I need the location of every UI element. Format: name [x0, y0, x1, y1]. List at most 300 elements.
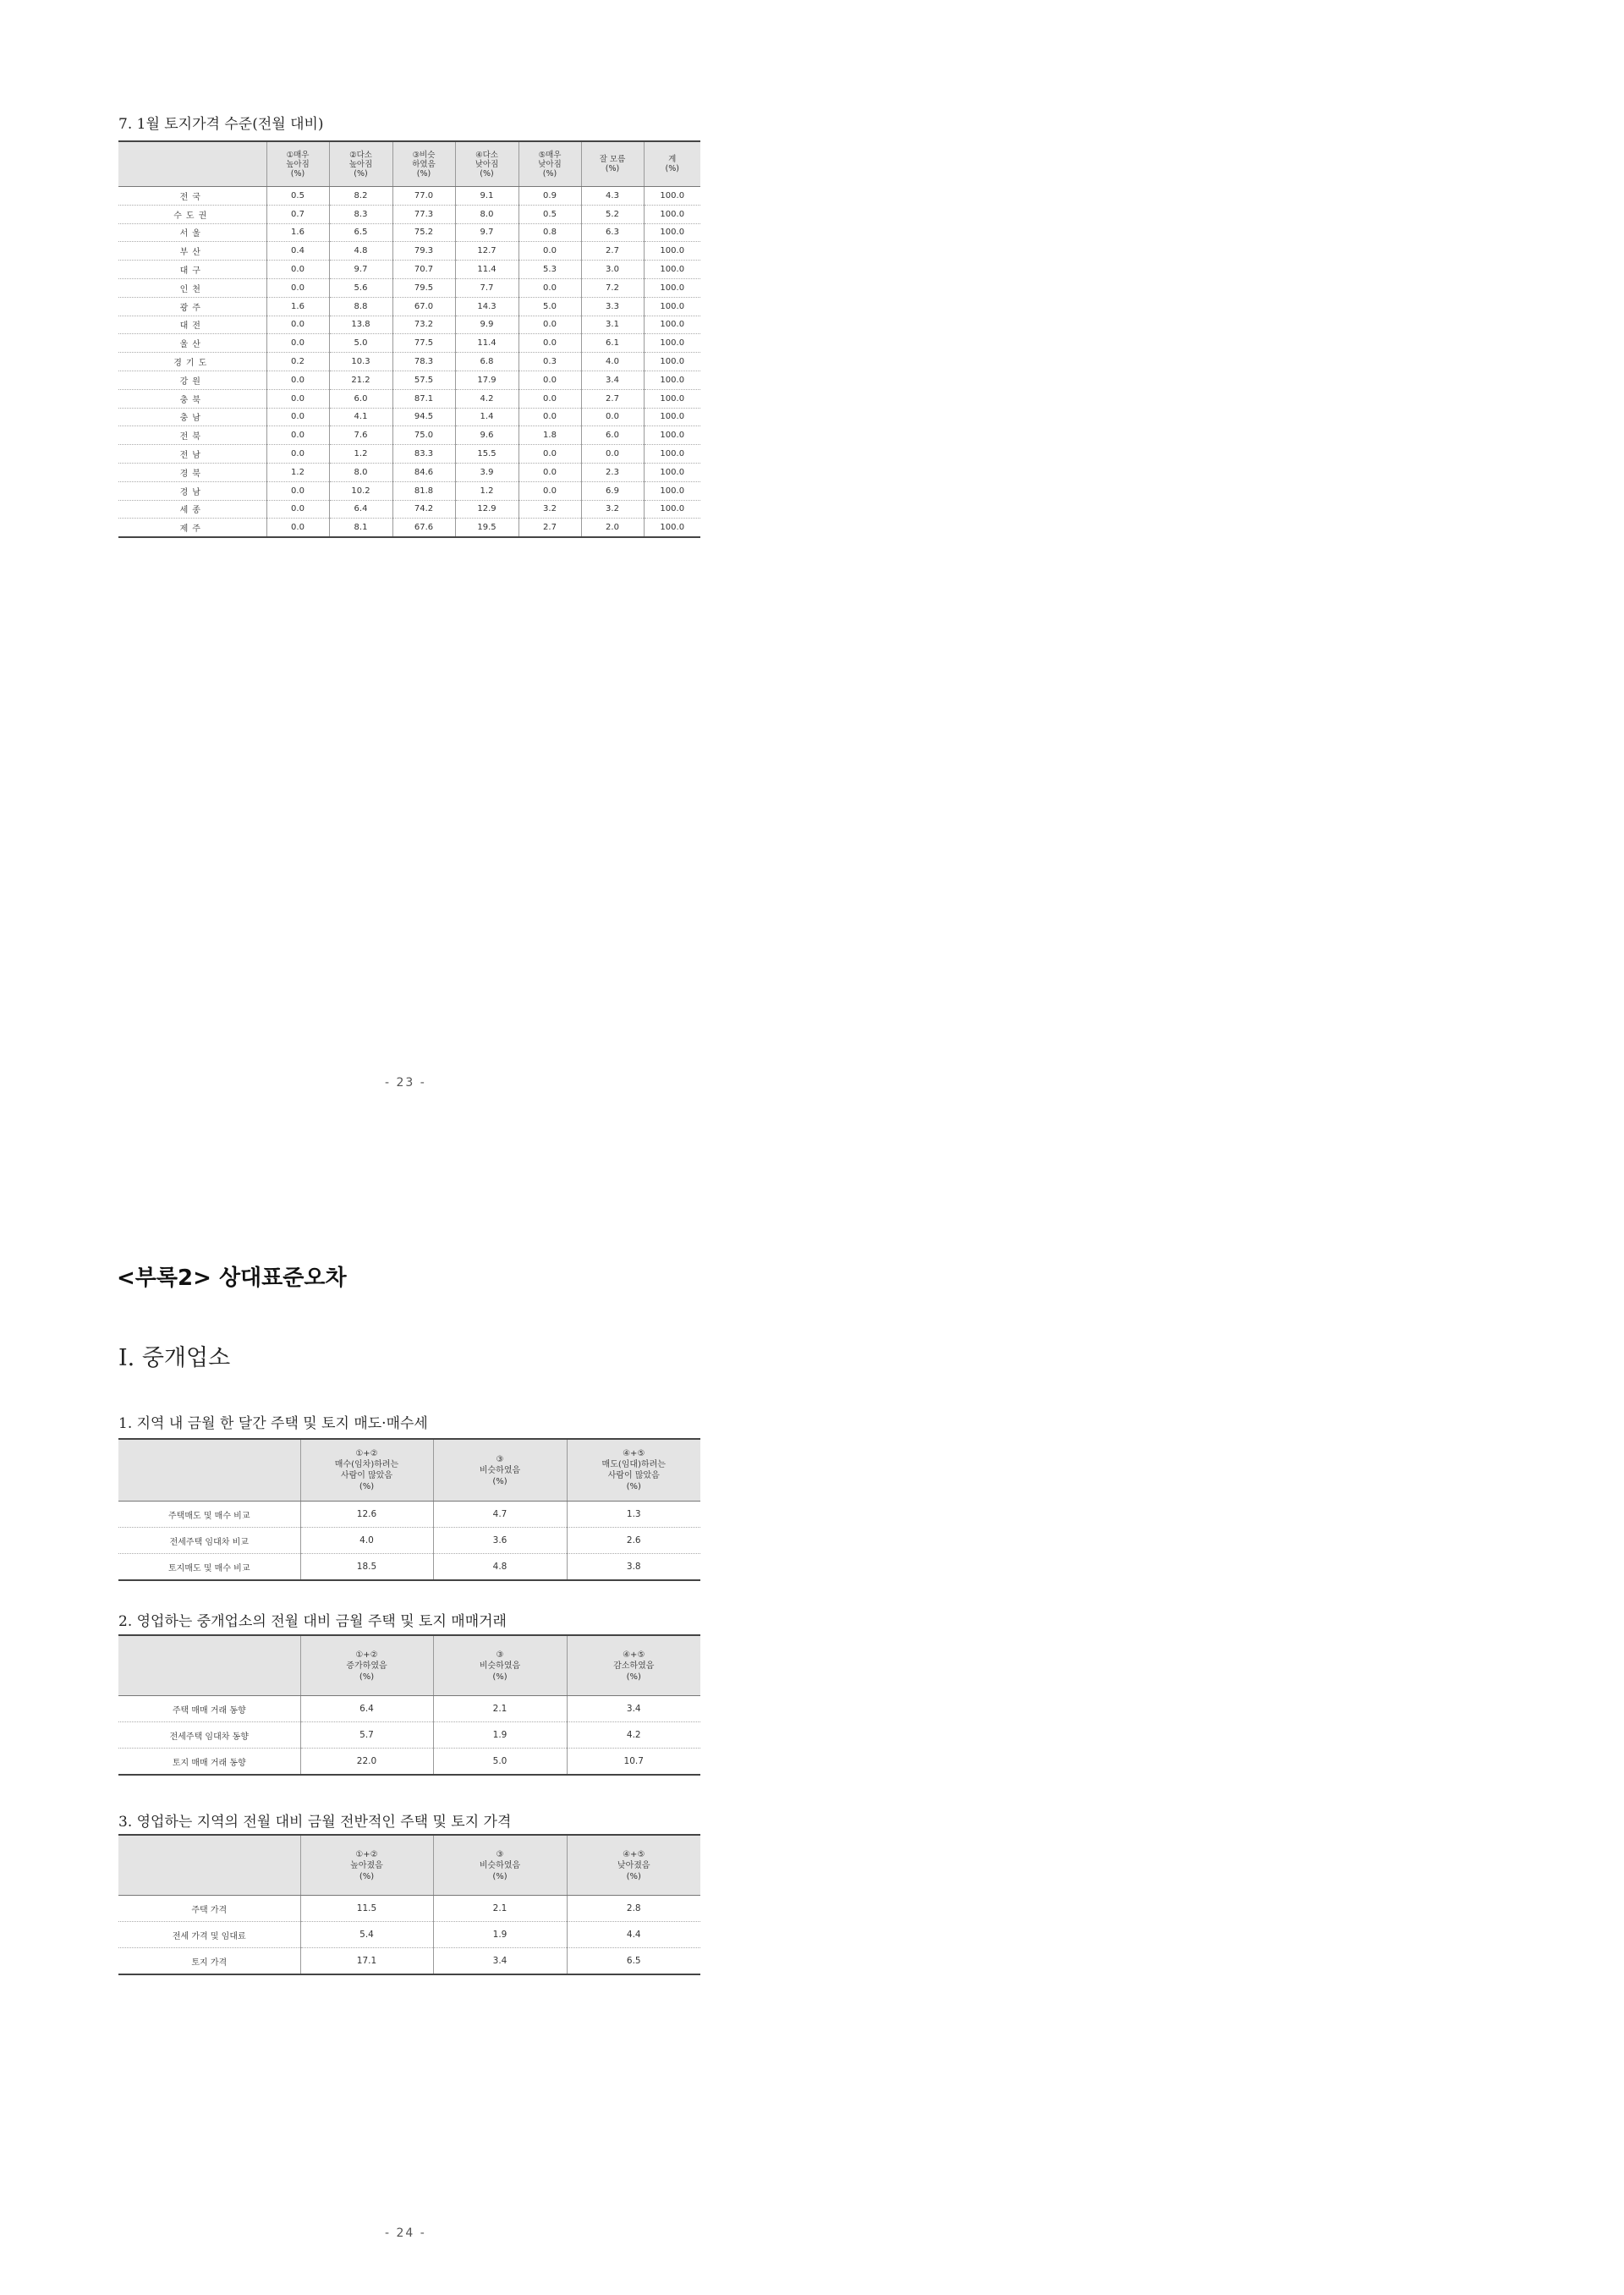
table-cell: 6.4: [329, 500, 392, 519]
table-cell: 0.0: [266, 278, 329, 297]
table-cell: 19.5: [455, 519, 518, 537]
column-header: [518, 141, 581, 187]
column-header-line: ⑤매우: [538, 150, 562, 160]
table-cell: 3.4: [567, 1696, 700, 1722]
column-header: [266, 141, 329, 187]
column-header: [581, 141, 644, 187]
table-cell: 0.0: [266, 261, 329, 279]
chapter-title: Ⅰ. 중개업소: [118, 1345, 231, 1371]
region-label: 전국: [118, 187, 266, 206]
column-header: [300, 1439, 433, 1502]
table-cell: 100.0: [644, 187, 700, 206]
table-cell: 0.0: [266, 481, 329, 500]
column-header-line: (%): [665, 164, 679, 173]
column-header-line: 매수(임차)하려는: [334, 1460, 399, 1469]
row-label: 주택 매매 거래 동향: [118, 1696, 300, 1722]
region-label: 수도권: [118, 205, 266, 223]
section-title-3: 3. 영업하는 지역의 전월 대비 금월 전반적인 주택 및 토지 가격: [118, 1814, 512, 1831]
table-cell: 3.3: [581, 297, 644, 316]
column-header-line: ③: [496, 1849, 504, 1859]
table-cell: 21.2: [329, 371, 392, 389]
table-cell: 100.0: [644, 481, 700, 500]
table-cell: 1.2: [455, 481, 518, 500]
table-cell: 18.5: [300, 1554, 433, 1581]
table-cell: 77.3: [392, 205, 455, 223]
region-label: 울산: [118, 334, 266, 353]
table-cell: 11.5: [300, 1896, 433, 1922]
table-cell: 5.3: [518, 261, 581, 279]
table-cell: 0.0: [266, 316, 329, 334]
row-label: 토지 가격: [118, 1948, 300, 1975]
table-cell: 0.0: [581, 445, 644, 464]
table-cell: 75.2: [392, 223, 455, 242]
region-label: 경남: [118, 481, 266, 500]
table-cell: 4.2: [455, 389, 518, 408]
table-cell: 0.0: [266, 519, 329, 537]
table-cell: 8.8: [329, 297, 392, 316]
table-header-row: [118, 1439, 700, 1502]
table-row: [118, 261, 700, 279]
table-row: [118, 1722, 700, 1749]
table-row: [118, 1528, 700, 1554]
table-cell: 6.5: [567, 1948, 700, 1975]
table-cell: 2.8: [567, 1896, 700, 1922]
table-cell: 4.8: [329, 242, 392, 261]
table-cell: 9.7: [329, 261, 392, 279]
table-cell: 100.0: [644, 242, 700, 261]
table-cell: 100.0: [644, 316, 700, 334]
table-cell: 1.6: [266, 223, 329, 242]
column-header-line: ①+②: [355, 1449, 378, 1458]
table-cell: 17.9: [455, 371, 518, 389]
table-cell: 67.6: [392, 519, 455, 537]
table-cell: 2.1: [433, 1896, 567, 1922]
column-header: [455, 141, 518, 187]
section-title-land-price: 7. 1월 토지가격 수준(전월 대비): [118, 116, 324, 133]
table-cell: 5.4: [300, 1922, 433, 1948]
region-label: 강원: [118, 371, 266, 389]
table-cell: 5.6: [329, 278, 392, 297]
region-label: 경기도: [118, 353, 266, 371]
table-cell: 10.2: [329, 481, 392, 500]
column-header: [567, 1835, 700, 1896]
region-label: 인천: [118, 278, 266, 297]
table-cell: 6.3: [581, 223, 644, 242]
column-header: [300, 1635, 433, 1696]
table-row: [118, 1502, 700, 1528]
table-cell: 6.9: [581, 481, 644, 500]
region-label: 경북: [118, 463, 266, 481]
table-row: [118, 205, 700, 223]
table-cell: 100.0: [644, 389, 700, 408]
table-cell: 0.0: [266, 371, 329, 389]
section-title-2: 2. 영업하는 중개업소의 전월 대비 금월 주택 및 토지 매매거래: [118, 1613, 507, 1630]
row-label: 주택매도 및 매수 비교: [118, 1502, 300, 1528]
table-row: [118, 1948, 700, 1975]
table-cell: 14.3: [455, 297, 518, 316]
table-cell: 3.6: [433, 1528, 567, 1554]
table-row: [118, 242, 700, 261]
column-header-line: 높아짐: [348, 159, 373, 169]
column-header-line: 하였음: [412, 159, 436, 169]
table-cell: 9.7: [455, 223, 518, 242]
table-row: [118, 389, 700, 408]
table-cell: 4.0: [300, 1528, 433, 1554]
column-header-line: 낮아짐: [475, 159, 499, 169]
appendix-table-3: [118, 1834, 700, 1975]
table-cell: 5.0: [518, 297, 581, 316]
column-header-line: (%): [605, 164, 620, 173]
table-cell: 100.0: [644, 408, 700, 426]
column-header: [644, 141, 700, 187]
row-label: 전세주택 임대차 비교: [118, 1528, 300, 1554]
table-cell: 100.0: [644, 371, 700, 389]
table-cell: 0.0: [266, 500, 329, 519]
table-row: [118, 445, 700, 464]
region-label: 부산: [118, 242, 266, 261]
page-number-23: - 23 -: [385, 1076, 426, 1090]
column-header: [329, 141, 392, 187]
region-label: 충북: [118, 389, 266, 408]
table-cell: 1.6: [266, 297, 329, 316]
table-cell: 100.0: [644, 426, 700, 445]
table-cell: 0.0: [518, 278, 581, 297]
column-header-line: (%): [480, 168, 494, 178]
table-cell: 8.1: [329, 519, 392, 537]
table-cell: 0.0: [266, 426, 329, 445]
column-header-line: 비슷하였음: [479, 1860, 521, 1870]
column-header: [300, 1835, 433, 1896]
table-cell: 3.1: [581, 316, 644, 334]
table-header-row: [118, 1635, 700, 1696]
table-cell: 7.6: [329, 426, 392, 445]
table-cell: 4.2: [567, 1722, 700, 1749]
corner-header: [118, 1439, 300, 1502]
column-header: [567, 1439, 700, 1502]
table-cell: 0.2: [266, 353, 329, 371]
region-label: 제주: [118, 519, 266, 537]
table-cell: 6.1: [581, 334, 644, 353]
table-cell: 100.0: [644, 334, 700, 353]
column-header: [433, 1835, 567, 1896]
table-cell: 81.8: [392, 481, 455, 500]
column-header-line: (%): [359, 1871, 375, 1881]
table-cell: 0.8: [518, 223, 581, 242]
table-row: [118, 1896, 700, 1922]
column-header-line: (%): [416, 168, 431, 178]
column-header-line: ③: [496, 1454, 504, 1464]
column-header-line: (%): [492, 1476, 508, 1486]
table-cell: 84.6: [392, 463, 455, 481]
column-header: [567, 1635, 700, 1696]
table-cell: 94.5: [392, 408, 455, 426]
table-cell: 11.4: [455, 334, 518, 353]
table-cell: 3.4: [581, 371, 644, 389]
page-number-24: - 24 -: [385, 2226, 426, 2240]
table-cell: 70.7: [392, 261, 455, 279]
table-cell: 4.4: [567, 1922, 700, 1948]
table-cell: 8.3: [329, 205, 392, 223]
table-cell: 7.7: [455, 278, 518, 297]
table-cell: 13.8: [329, 316, 392, 334]
table-cell: 2.7: [581, 389, 644, 408]
table-cell: 3.4: [433, 1948, 567, 1975]
table-cell: 12.7: [455, 242, 518, 261]
table-cell: 100.0: [644, 261, 700, 279]
column-header-line: (%): [492, 1672, 508, 1682]
land-price-table: [118, 140, 700, 538]
table-cell: 6.0: [581, 426, 644, 445]
table-cell: 0.0: [518, 389, 581, 408]
column-header: [433, 1439, 567, 1502]
table-cell: 0.0: [518, 334, 581, 353]
table-cell: 0.0: [266, 408, 329, 426]
appendix-title: <부록2> 상대표준오차: [117, 1266, 347, 1291]
column-header-line: (%): [626, 1871, 641, 1881]
column-header-line: 낮아졌음: [617, 1860, 650, 1870]
table-cell: 100.0: [644, 223, 700, 242]
table-row: [118, 1554, 700, 1581]
table-cell: 3.2: [581, 500, 644, 519]
table-cell: 4.8: [433, 1554, 567, 1581]
table-cell: 0.0: [518, 316, 581, 334]
table-cell: 0.5: [266, 187, 329, 206]
column-header-line: ③비슷: [412, 150, 436, 160]
region-label: 충남: [118, 408, 266, 426]
table-cell: 0.5: [518, 205, 581, 223]
table-cell: 78.3: [392, 353, 455, 371]
table-cell: 100.0: [644, 500, 700, 519]
table-cell: 5.0: [329, 334, 392, 353]
table-cell: 0.0: [266, 389, 329, 408]
table-cell: 100.0: [644, 519, 700, 537]
table-cell: 100.0: [644, 353, 700, 371]
table-cell: 0.0: [266, 445, 329, 464]
table-cell: 1.3: [567, 1502, 700, 1528]
table-cell: 7.2: [581, 278, 644, 297]
column-header-line: 잘 모름: [599, 155, 626, 164]
column-header-line: 낮아짐: [538, 159, 562, 169]
table-cell: 4.7: [433, 1502, 567, 1528]
table-cell: 74.2: [392, 500, 455, 519]
appendix-table-2: [118, 1634, 700, 1776]
column-header-line: (%): [354, 168, 368, 178]
corner-header: [118, 1635, 300, 1696]
table-cell: 0.0: [518, 408, 581, 426]
table-cell: 2.0: [581, 519, 644, 537]
column-header-line: 매도(임대)하려는: [601, 1460, 666, 1469]
table-cell: 5.2: [581, 205, 644, 223]
table-cell: 9.6: [455, 426, 518, 445]
table-row: [118, 334, 700, 353]
region-label: 전북: [118, 426, 266, 445]
column-header-line: 사람이 많았음: [340, 1471, 393, 1480]
table-cell: 6.0: [329, 389, 392, 408]
corner-header: [118, 1835, 300, 1896]
column-header-line: ④+⑤: [623, 1650, 645, 1660]
row-label: 토지 매매 거래 동향: [118, 1749, 300, 1776]
table-cell: 1.4: [455, 408, 518, 426]
table-cell: 77.0: [392, 187, 455, 206]
table-cell: 10.3: [329, 353, 392, 371]
table-header-row: [118, 1835, 700, 1896]
region-label: 전남: [118, 445, 266, 464]
table-cell: 5.7: [300, 1722, 433, 1749]
table-cell: 0.0: [518, 463, 581, 481]
table-cell: 8.0: [455, 205, 518, 223]
table-cell: 22.0: [300, 1749, 433, 1776]
table-cell: 6.5: [329, 223, 392, 242]
table-cell: 0.0: [518, 371, 581, 389]
column-header-line: ④+⑤: [623, 1849, 645, 1859]
table-cell: 2.1: [433, 1696, 567, 1722]
row-label: 전세 가격 및 임대료: [118, 1922, 300, 1948]
table-cell: 0.0: [518, 481, 581, 500]
region-label: 대전: [118, 316, 266, 334]
table-cell: 5.0: [433, 1749, 567, 1776]
column-header: [433, 1635, 567, 1696]
table-cell: 100.0: [644, 297, 700, 316]
column-header-line: ②다소: [349, 150, 372, 160]
table-cell: 0.0: [518, 242, 581, 261]
table-cell: 75.0: [392, 426, 455, 445]
table-row: [118, 353, 700, 371]
table-cell: 2.7: [518, 519, 581, 537]
table-row: [118, 1922, 700, 1948]
column-header-line: 비슷하였음: [479, 1465, 521, 1475]
region-label: 세종: [118, 500, 266, 519]
table-cell: 17.1: [300, 1948, 433, 1975]
table-row: [118, 500, 700, 519]
table-cell: 100.0: [644, 205, 700, 223]
table-cell: 12.6: [300, 1502, 433, 1528]
table-row: [118, 223, 700, 242]
table-cell: 83.3: [392, 445, 455, 464]
table-cell: 79.5: [392, 278, 455, 297]
table-cell: 100.0: [644, 278, 700, 297]
table-cell: 6.4: [300, 1696, 433, 1722]
table-cell: 73.2: [392, 316, 455, 334]
table-cell: 9.1: [455, 187, 518, 206]
row-label: 토지매도 및 매수 비교: [118, 1554, 300, 1581]
table-row: [118, 371, 700, 389]
table-row: [118, 1696, 700, 1722]
table-cell: 67.0: [392, 297, 455, 316]
column-header-line: (%): [359, 1482, 375, 1491]
column-header-line: 비슷하였음: [479, 1661, 521, 1671]
table-cell: 10.7: [567, 1749, 700, 1776]
table-cell: 0.0: [581, 408, 644, 426]
region-label: 대구: [118, 261, 266, 279]
table-cell: 0.0: [266, 334, 329, 353]
table-cell: 57.5: [392, 371, 455, 389]
table-cell: 1.8: [518, 426, 581, 445]
column-header-line: (%): [359, 1672, 375, 1682]
table-cell: 0.4: [266, 242, 329, 261]
column-header-line: (%): [542, 168, 557, 178]
column-header-line: 감소하였음: [613, 1661, 655, 1671]
column-header-line: 사람이 많았음: [607, 1471, 660, 1480]
table-cell: 1.9: [433, 1922, 567, 1948]
column-header-line: ④다소: [475, 150, 498, 160]
table-row: [118, 297, 700, 316]
column-header-line: (%): [290, 168, 305, 178]
table-cell: 0.9: [518, 187, 581, 206]
column-header-line: 증가하였음: [346, 1661, 387, 1671]
appendix-table-1: [118, 1438, 700, 1581]
region-label: 서울: [118, 223, 266, 242]
column-header-line: 계: [668, 155, 677, 164]
column-header-line: ①매우: [286, 150, 310, 160]
column-header-line: (%): [626, 1672, 641, 1682]
table-cell: 8.0: [329, 463, 392, 481]
column-header-line: ①+②: [355, 1849, 378, 1859]
table-cell: 0.0: [518, 445, 581, 464]
table-cell: 9.9: [455, 316, 518, 334]
column-header-line: (%): [492, 1871, 508, 1881]
table-row: [118, 278, 700, 297]
table-cell: 1.2: [329, 445, 392, 464]
column-header-line: ③: [496, 1650, 504, 1660]
table-cell: 2.3: [581, 463, 644, 481]
section-title-1: 1. 지역 내 금월 한 달간 주택 및 토지 매도·매수세: [118, 1415, 428, 1432]
row-label: 주택 가격: [118, 1896, 300, 1922]
table-row: [118, 463, 700, 481]
table-cell: 87.1: [392, 389, 455, 408]
region-label: 광주: [118, 297, 266, 316]
table-cell: 1.9: [433, 1722, 567, 1749]
table-cell: 1.2: [266, 463, 329, 481]
table-cell: 3.0: [581, 261, 644, 279]
table-cell: 4.3: [581, 187, 644, 206]
table-cell: 79.3: [392, 242, 455, 261]
column-header-line: 높아짐: [286, 159, 310, 169]
table-cell: 77.5: [392, 334, 455, 353]
table-cell: 3.9: [455, 463, 518, 481]
table-cell: 2.6: [567, 1528, 700, 1554]
table-cell: 100.0: [644, 463, 700, 481]
table-cell: 4.1: [329, 408, 392, 426]
table-cell: 3.8: [567, 1554, 700, 1581]
table-row: [118, 408, 700, 426]
corner-header: [118, 141, 266, 187]
row-label: 전세주택 임대차 동향: [118, 1722, 300, 1749]
table-cell: 3.2: [518, 500, 581, 519]
column-header: [392, 141, 455, 187]
table-cell: 4.0: [581, 353, 644, 371]
table-row: [118, 316, 700, 334]
table-row: [118, 481, 700, 500]
column-header-line: ④+⑤: [623, 1449, 645, 1458]
table-cell: 0.7: [266, 205, 329, 223]
table-cell: 15.5: [455, 445, 518, 464]
column-header-line: 높아졌음: [350, 1860, 383, 1870]
table-row: [118, 1749, 700, 1776]
table-cell: 11.4: [455, 261, 518, 279]
table-cell: 6.8: [455, 353, 518, 371]
table-row: [118, 519, 700, 537]
column-header-line: ①+②: [355, 1650, 378, 1660]
table-cell: 2.7: [581, 242, 644, 261]
table-header-row: [118, 141, 700, 187]
table-cell: 100.0: [644, 445, 700, 464]
table-row: [118, 187, 700, 206]
table-cell: 8.2: [329, 187, 392, 206]
table-cell: 12.9: [455, 500, 518, 519]
table-row: [118, 426, 700, 445]
column-header-line: (%): [626, 1482, 641, 1491]
table-cell: 0.3: [518, 353, 581, 371]
